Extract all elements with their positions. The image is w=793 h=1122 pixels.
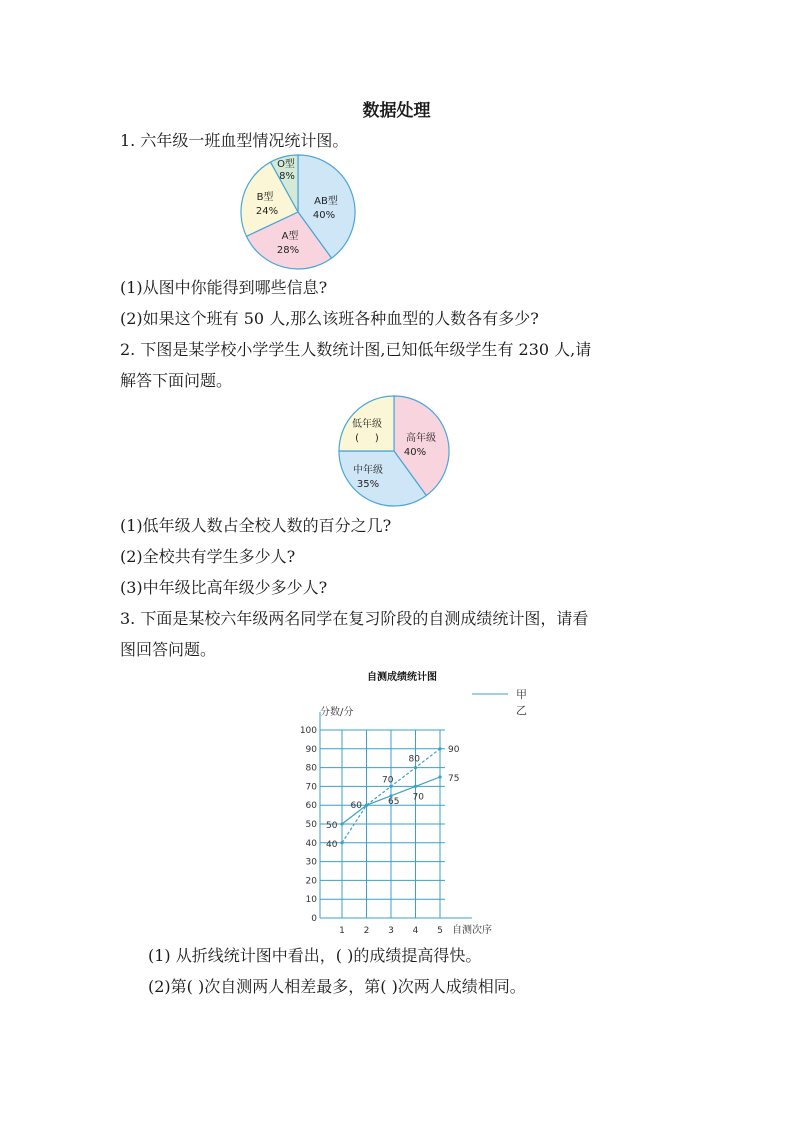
question-3-sub-1: (1) 从折线统计图中看出，( )的成绩提高得快。 <box>148 946 482 965</box>
y-tick-label: 30 <box>305 857 317 868</box>
y-tick-label: 100 <box>299 726 317 736</box>
x-tick-label: 2 <box>363 926 370 936</box>
x-tick-label: 4 <box>412 926 419 936</box>
series-1-point <box>340 841 343 844</box>
series-0-data-label: 60 <box>350 801 362 812</box>
y-tick-label: 90 <box>305 744 317 755</box>
question-3-text-line-1: 3. 下面是某校六年级两名同学在复习阶段的自测成绩统计图，请看 <box>120 609 589 628</box>
question-1-sub-2: (2)如果这个班有 50 人,那么该班各种血型的人数各有多少? <box>120 309 539 328</box>
question-2-sub-3: (3)中年级比高年级少多少人? <box>120 578 328 597</box>
series-1-point <box>365 804 368 807</box>
pie1-label-ab-name: AB型 <box>314 196 338 207</box>
y-tick-label: 60 <box>305 801 317 812</box>
pie2-label-high-pct: 40% <box>403 447 427 458</box>
blood-type-pie-chart <box>238 152 358 272</box>
series-0-point <box>340 822 343 825</box>
pie1-label-o-name: O型 <box>277 159 295 170</box>
page-title: 数据处理 <box>362 101 431 121</box>
score-line-chart <box>290 664 550 940</box>
y-axis-label: 分数/分 <box>320 707 354 718</box>
pie2-label-high-name: 高年级 <box>406 433 436 444</box>
y-tick-label: 40 <box>305 838 317 849</box>
x-tick-label: 5 <box>437 926 443 936</box>
question-2-sub-1: (1)低年级人数占全校人数的百分之几? <box>120 516 392 535</box>
series-0-data-label: 65 <box>388 796 400 807</box>
series-1-data-label: 70 <box>382 775 394 786</box>
y-tick-label: 20 <box>305 876 317 887</box>
y-tick-label: 0 <box>311 914 317 924</box>
y-tick-label: 80 <box>305 763 317 774</box>
question-3-sub-2: (2)第( )次自测两人相差最多，第( )次两人成绩相同。 <box>148 977 526 996</box>
series-1-data-label: 40 <box>326 839 338 850</box>
pie2-label-low-name: 低年级 <box>352 419 382 430</box>
pie2-label-mid-pct: 35% <box>356 479 380 490</box>
series-0-data-label: 70 <box>412 792 424 803</box>
pie2-label-low-pct: ( ) <box>355 433 379 444</box>
legend-label-yi: 乙 <box>516 704 527 717</box>
y-tick-label: 70 <box>305 782 317 793</box>
pie1-label-b-name: B型 <box>256 192 274 203</box>
series-1-data-label: 80 <box>408 754 420 765</box>
series-1-data-label: 90 <box>448 744 460 755</box>
pie1-label-o-pct: 8% <box>279 171 295 182</box>
student-count-pie-chart <box>333 394 455 508</box>
question-2-text-line-1: 2. 下图是某学校小学学生人数统计图,已知低年级学生有 230 人,请 <box>120 340 592 359</box>
series-0-point <box>414 785 417 788</box>
line-chart-title: 自测成绩统计图 <box>367 672 437 683</box>
x-tick-label: 3 <box>388 926 394 936</box>
pie1-label-ab-pct: 40% <box>312 210 336 221</box>
y-tick-label: 50 <box>305 820 317 830</box>
question-1-text: 1. 六年级一班血型情况统计图。 <box>120 131 349 150</box>
series-0-point <box>438 775 441 778</box>
question-3-text-line-2: 图回答问题。 <box>120 640 217 659</box>
pie1-label-a-name: A型 <box>281 231 299 242</box>
question-2-text-line-2: 解答下面问题。 <box>120 371 233 390</box>
series-0-data-label: 75 <box>448 774 460 784</box>
question-2-sub-2: (2)全校共有学生多少人? <box>120 547 296 566</box>
series-0-data-label: 50 <box>326 821 338 831</box>
pie1-label-b-pct: 24% <box>255 206 279 217</box>
x-axis-label: 自测次序 <box>452 925 492 936</box>
series-1-point <box>438 747 441 750</box>
series-1-point <box>414 766 417 769</box>
question-1-sub-1: (1)从图中你能得到哪些信息? <box>120 278 328 297</box>
legend-label-jia: 甲 <box>516 688 527 701</box>
pie2-label-mid-name: 中年级 <box>353 465 383 476</box>
x-tick-label: 1 <box>339 926 345 936</box>
pie1-label-a-pct: 28% <box>276 245 300 256</box>
y-tick-label: 10 <box>305 895 317 906</box>
